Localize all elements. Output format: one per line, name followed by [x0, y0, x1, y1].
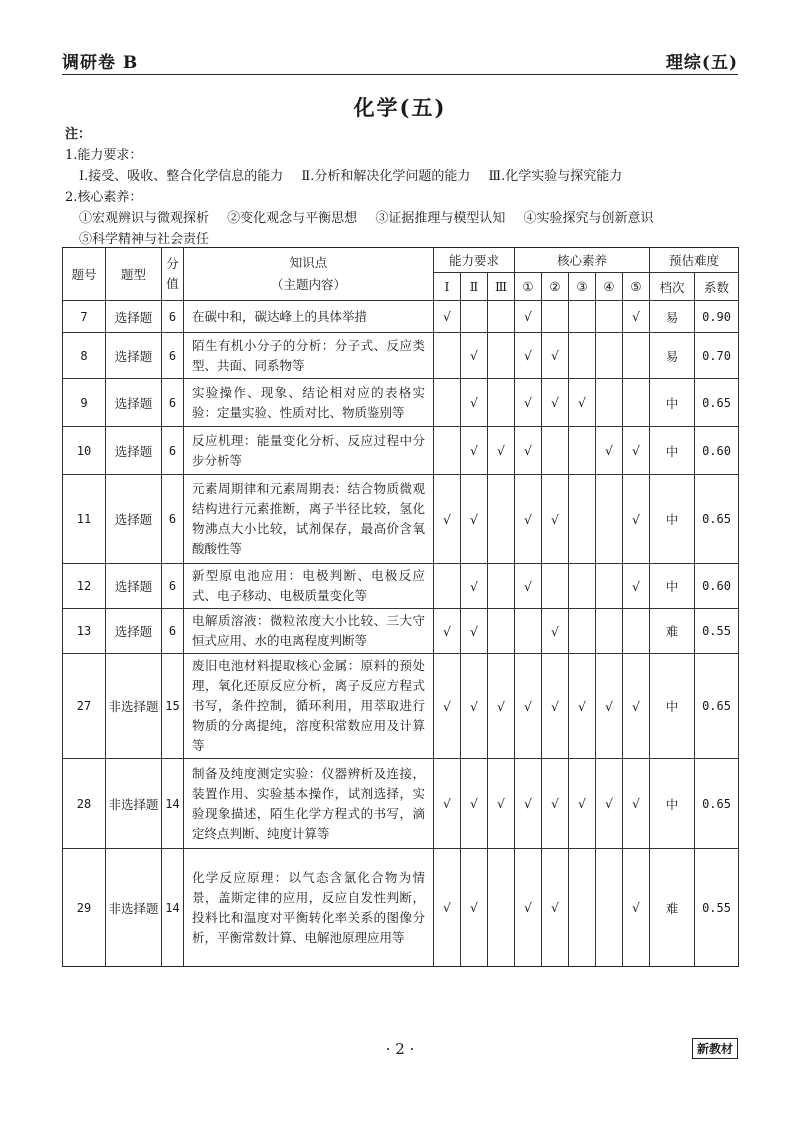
difficulty-coefficient: 0.55 — [695, 609, 739, 654]
difficulty-level: 中 — [650, 427, 695, 475]
header-core: 核心素养 — [515, 248, 650, 273]
core-empty-cell — [569, 301, 596, 333]
edition-badge: 新教材 — [692, 1038, 738, 1059]
core-empty-cell — [542, 564, 569, 609]
question-number: 12 — [63, 564, 106, 609]
table-row — [63, 333, 739, 379]
page-title: 化学(五) — [353, 95, 447, 120]
ability-item: Ⅰ.接受、吸收、整合化学信息的能力 — [79, 169, 284, 184]
core-empty-cell — [569, 427, 596, 475]
header-type: 题型 — [106, 248, 162, 301]
core-check-mark: √ — [515, 564, 542, 609]
core-check-mark: √ — [542, 609, 569, 654]
difficulty-coefficient: 0.65 — [695, 654, 739, 759]
knowledge-point: 制备及纯度测定实验：仪器辨析及连接，装置作用、实验基本操作，试剂选择，实验现象描述，陌生化学方程式的书写，滴定终点判断、纯度计算等 — [184, 759, 434, 849]
ability-check-mark: √ — [488, 759, 515, 849]
literacy-item: ⑤科学精神与社会责任 — [79, 232, 210, 247]
core-empty-cell — [542, 427, 569, 475]
core-check-mark: √ — [542, 849, 569, 967]
core-check-mark: √ — [542, 333, 569, 379]
core-check-mark: √ — [569, 379, 596, 427]
ability-check-mark: √ — [434, 759, 461, 849]
ability-title: 1.能力要求： — [65, 148, 143, 163]
page-number: · 2 · — [385, 1040, 415, 1058]
ability-check-mark: √ — [488, 427, 515, 475]
ability-empty-cell — [434, 427, 461, 475]
ability-check-mark: √ — [461, 379, 488, 427]
header-core-col: ④ — [596, 273, 623, 301]
ability-check-mark: √ — [461, 427, 488, 475]
difficulty-coefficient: 0.60 — [695, 427, 739, 475]
ability-empty-cell — [434, 333, 461, 379]
ability-check-mark: √ — [488, 654, 515, 759]
core-empty-cell — [569, 564, 596, 609]
difficulty-coefficient: 0.65 — [695, 379, 739, 427]
difficulty-level: 中 — [650, 379, 695, 427]
core-check-mark: √ — [623, 564, 650, 609]
core-empty-cell — [542, 301, 569, 333]
header-left-label: 调研卷 B — [62, 53, 139, 73]
knowledge-point: 在碳中和，碳达峰上的具体举措 — [184, 301, 434, 333]
table-row — [63, 609, 739, 654]
difficulty-level: 难 — [650, 849, 695, 967]
ability-check-mark: √ — [461, 609, 488, 654]
header-ability-col: Ⅲ — [488, 273, 515, 301]
difficulty-coefficient: 0.65 — [695, 475, 739, 564]
knowledge-point: 元素周期律和元素周期表：结合物质微观结构进行元素推断，离子半径比较，氢化物沸点大小比较，试剂保存，最高价含氧酸酸性等 — [184, 475, 434, 564]
table-body — [63, 301, 739, 967]
question-score: 6 — [162, 475, 184, 564]
ability-check-mark: √ — [434, 301, 461, 333]
ability-empty-cell — [488, 609, 515, 654]
header-difficulty-col: 系数 — [695, 273, 739, 301]
question-type: 选择题 — [106, 564, 162, 609]
core-empty-cell — [596, 849, 623, 967]
core-empty-cell — [596, 333, 623, 379]
question-type: 非选择题 — [106, 654, 162, 759]
ability-check-mark: √ — [434, 475, 461, 564]
literacy-title: 2.核心素养： — [65, 190, 143, 205]
difficulty-coefficient: 0.65 — [695, 759, 739, 849]
ability-check-mark: √ — [461, 564, 488, 609]
core-empty-cell — [596, 609, 623, 654]
core-check-mark: √ — [515, 333, 542, 379]
core-empty-cell — [623, 379, 650, 427]
ability-empty-cell — [434, 564, 461, 609]
question-number: 29 — [63, 849, 106, 967]
question-score: 6 — [162, 609, 184, 654]
question-number: 10 — [63, 427, 106, 475]
header-knowledge-label: 知识点 — [289, 255, 328, 270]
header-core-col: ③ — [569, 273, 596, 301]
core-empty-cell — [623, 333, 650, 379]
question-score: 6 — [162, 427, 184, 475]
question-type: 选择题 — [106, 609, 162, 654]
difficulty-coefficient: 0.90 — [695, 301, 739, 333]
table-row — [63, 475, 739, 564]
question-score: 6 — [162, 379, 184, 427]
ability-empty-cell — [488, 564, 515, 609]
header-difficulty-col: 档次 — [650, 273, 695, 301]
core-empty-cell — [515, 609, 542, 654]
ability-item: Ⅲ.化学实验与探究能力 — [488, 169, 623, 184]
question-number: 8 — [63, 333, 106, 379]
question-number: 13 — [63, 609, 106, 654]
core-check-mark: √ — [542, 475, 569, 564]
core-empty-cell — [623, 609, 650, 654]
question-type: 选择题 — [106, 379, 162, 427]
knowledge-point: 废旧电池材料提取核心金属：原料的预处理，氧化还原反应分析，离子反应方程式书写，条件控制，循环利用，用萃取进行物质的分离提纯，溶度积常数应用及计算等 — [184, 654, 434, 759]
question-type: 非选择题 — [106, 759, 162, 849]
core-check-mark: √ — [569, 654, 596, 759]
ability-check-mark: √ — [461, 654, 488, 759]
question-type: 选择题 — [106, 301, 162, 333]
ability-empty-cell — [488, 475, 515, 564]
core-check-mark: √ — [515, 849, 542, 967]
question-score: 6 — [162, 564, 184, 609]
header-knowledge-sub: （主题内容） — [270, 277, 346, 292]
table-row — [63, 759, 739, 849]
ability-empty-cell — [488, 333, 515, 379]
knowledge-point: 化学反应原理：以气态含氯化合物为情景，盖斯定律的应用，反应自发性判断，投料比和温度对平衡转化率关系的图像分析，平衡常数计算、电解池原理应用等 — [184, 849, 434, 967]
core-check-mark: √ — [623, 849, 650, 967]
ability-check-mark: √ — [434, 609, 461, 654]
ability-check-mark: √ — [434, 849, 461, 967]
ability-empty-cell — [488, 849, 515, 967]
ability-check-mark: √ — [461, 475, 488, 564]
core-empty-cell — [569, 849, 596, 967]
knowledge-point: 电解质溶液：微粒浓度大小比较、三大守恒式应用、水的电离程度判断等 — [184, 609, 434, 654]
ability-empty-cell — [461, 301, 488, 333]
header-no: 题号 — [63, 248, 106, 301]
question-number: 9 — [63, 379, 106, 427]
core-check-mark: √ — [596, 759, 623, 849]
core-check-mark: √ — [596, 427, 623, 475]
difficulty-level: 易 — [650, 301, 695, 333]
notes-label: 注： — [65, 127, 92, 142]
literacy-list — [65, 208, 745, 229]
question-type: 非选择题 — [106, 849, 162, 967]
ability-check-mark: √ — [461, 759, 488, 849]
ability-empty-cell — [434, 379, 461, 427]
ability-check-mark: √ — [461, 849, 488, 967]
question-score: 14 — [162, 759, 184, 849]
knowledge-point: 反应机理：能量变化分析、反应过程中分步分析等 — [184, 427, 434, 475]
header-score: 分值 — [162, 248, 184, 301]
ability-item: Ⅱ.分析和解决化学问题的能力 — [301, 169, 471, 184]
page-header — [62, 46, 738, 75]
question-number: 11 — [63, 475, 106, 564]
question-number: 7 — [63, 301, 106, 333]
knowledge-point: 陌生有机小分子的分析：分子式、反应类型、共面、同系物等 — [184, 333, 434, 379]
header-core-col: ① — [515, 273, 542, 301]
core-check-mark: √ — [623, 475, 650, 564]
ability-list — [65, 166, 745, 187]
core-check-mark: √ — [542, 759, 569, 849]
difficulty-coefficient: 0.60 — [695, 564, 739, 609]
ability-empty-cell — [488, 301, 515, 333]
difficulty-level: 易 — [650, 333, 695, 379]
question-score: 6 — [162, 301, 184, 333]
header-ability-col: Ⅱ — [461, 273, 488, 301]
difficulty-coefficient: 0.70 — [695, 333, 739, 379]
question-number: 27 — [63, 654, 106, 759]
literacy-item: ④实验探究与创新意识 — [523, 211, 654, 226]
difficulty-level: 中 — [650, 564, 695, 609]
core-empty-cell — [569, 333, 596, 379]
core-empty-cell — [596, 301, 623, 333]
question-score: 14 — [162, 849, 184, 967]
ability-check-mark: √ — [461, 333, 488, 379]
literacy-item: ③证据推理与模型认知 — [375, 211, 506, 226]
knowledge-point: 新型原电池应用：电极判断、电极反应式、电子移动、电极质量变化等 — [184, 564, 434, 609]
core-check-mark: √ — [596, 654, 623, 759]
header-ability: 能力要求 — [434, 248, 515, 273]
table-row — [63, 849, 739, 967]
knowledge-point: 实验操作、现象、结论相对应的表格实验：定量实验、性质对比、物质鉴别等 — [184, 379, 434, 427]
difficulty-coefficient: 0.55 — [695, 849, 739, 967]
question-type: 选择题 — [106, 427, 162, 475]
difficulty-level: 难 — [650, 609, 695, 654]
question-type: 选择题 — [106, 333, 162, 379]
difficulty-level: 中 — [650, 759, 695, 849]
core-empty-cell — [569, 475, 596, 564]
core-check-mark: √ — [623, 427, 650, 475]
core-check-mark: √ — [569, 759, 596, 849]
table-row — [63, 654, 739, 759]
core-check-mark: √ — [515, 654, 542, 759]
core-check-mark: √ — [542, 379, 569, 427]
difficulty-level: 中 — [650, 475, 695, 564]
table-row — [63, 379, 739, 427]
core-empty-cell — [596, 564, 623, 609]
header-right-label: 理综(五) — [665, 53, 738, 73]
literacy-item: ②变化观念与平衡思想 — [227, 211, 358, 226]
header-difficulty: 预估难度 — [650, 248, 739, 273]
exam-analysis-table — [62, 247, 739, 967]
notes-section — [65, 124, 745, 250]
ability-check-mark: √ — [434, 654, 461, 759]
header-core-col: ⑤ — [623, 273, 650, 301]
question-number: 28 — [63, 759, 106, 849]
core-check-mark: √ — [623, 759, 650, 849]
question-type: 选择题 — [106, 475, 162, 564]
core-check-mark: √ — [542, 654, 569, 759]
question-score: 15 — [162, 654, 184, 759]
header-ability-col: Ⅰ — [434, 273, 461, 301]
literacy-item: ①宏观辨识与微观探析 — [79, 211, 210, 226]
header-core-col: ② — [542, 273, 569, 301]
core-check-mark: √ — [515, 759, 542, 849]
core-empty-cell — [596, 379, 623, 427]
table-row — [63, 564, 739, 609]
core-empty-cell — [569, 609, 596, 654]
core-empty-cell — [596, 475, 623, 564]
core-check-mark: √ — [623, 654, 650, 759]
core-check-mark: √ — [515, 427, 542, 475]
header-knowledge — [184, 248, 434, 301]
core-check-mark: √ — [623, 301, 650, 333]
table-row — [63, 427, 739, 475]
table-row — [63, 301, 739, 333]
ability-empty-cell — [488, 379, 515, 427]
core-check-mark: √ — [515, 475, 542, 564]
question-score: 6 — [162, 333, 184, 379]
core-check-mark: √ — [515, 379, 542, 427]
core-check-mark: √ — [515, 301, 542, 333]
difficulty-level: 中 — [650, 654, 695, 759]
